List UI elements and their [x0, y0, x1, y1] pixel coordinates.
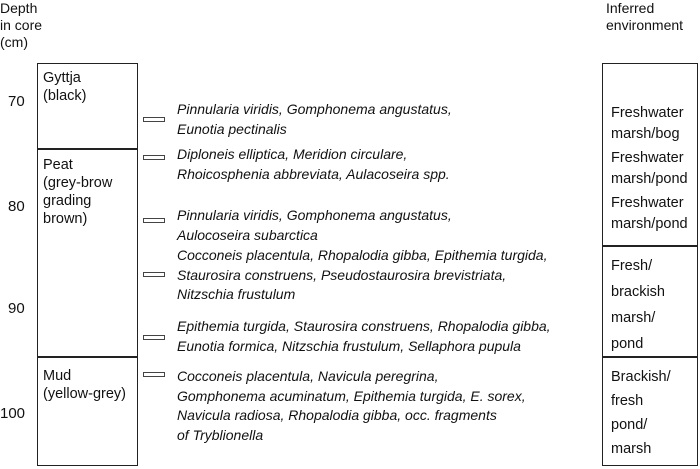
depth-title-line: (cm)	[0, 34, 28, 50]
unit-peat	[43, 156, 112, 228]
env-line: marsh	[611, 441, 652, 457]
sample-marker	[143, 117, 165, 122]
species-line: Diploneis elliptica, Meridion circulare,	[177, 146, 408, 162]
species-line: Gomphonema acuminatum, Epithemia turgida, E. sorex,	[177, 387, 526, 404]
environment-label	[611, 103, 684, 145]
species-line: Cocconeis placentula, Rhopalodia gibba, Epithemia turgida,	[177, 247, 548, 263]
env-line: Brackish/	[611, 369, 671, 385]
sample-marker	[143, 155, 165, 160]
species-list	[177, 100, 452, 139]
species-line: Navicula radiosa, Rhopalodia gibba, occ. fragments	[177, 407, 497, 423]
environment-boundary	[602, 245, 698, 247]
species-line: of Tryblionella	[177, 426, 264, 443]
unit-line: Mud	[43, 368, 72, 384]
env-line: pond	[611, 336, 644, 352]
env-line: marsh/	[611, 310, 656, 326]
species-line: Epithemia turgida, Staurosira construens, Rhopalodia gibba,	[177, 318, 551, 334]
unit-line: (black)	[43, 88, 87, 104]
sample-marker	[143, 335, 165, 340]
depth-axis-title	[0, 0, 42, 51]
unit-boundary-peat-mud	[37, 356, 138, 358]
env-line: Freshwater	[611, 150, 684, 166]
env-line: fresh	[611, 393, 644, 409]
env-line: marsh/pond	[611, 171, 688, 187]
unit-line: Peat	[43, 157, 73, 173]
depth-title-line: Depth	[0, 0, 38, 16]
unit-line: (yellow-grey)	[43, 386, 126, 402]
unit-mud	[43, 367, 126, 403]
species-line: Rhoicosphenia abbreviata, Aulacoseira spp.	[177, 165, 450, 182]
env-line: marsh/bog	[611, 126, 680, 142]
depth-tick-100: 100	[0, 405, 26, 422]
env-line: Freshwater	[611, 195, 684, 211]
sample-marker	[143, 372, 165, 377]
unit-boundary-gyttja-peat	[37, 148, 138, 150]
species-line: Aulocoseira subarctica	[177, 226, 318, 243]
unit-line: (grey-brow	[43, 175, 113, 191]
environment-label	[611, 253, 665, 357]
depth-tick-80: 80	[8, 198, 25, 215]
species-list	[177, 246, 547, 305]
species-line: Staurosira construens, Pseudostaurosira brevistriata,	[177, 266, 507, 283]
env-title-line: environment	[606, 17, 684, 33]
environment-label	[611, 365, 671, 461]
unit-line: brown)	[43, 211, 88, 227]
species-line: Cocconeis placentula, Navicula peregrina,	[177, 368, 439, 384]
lithology-column	[37, 63, 138, 466]
species-list	[177, 145, 450, 184]
env-line: brackish	[611, 284, 665, 300]
unit-line: grading	[43, 193, 92, 209]
species-line: Pinnularia viridis, Gomphonema angustatus,	[177, 101, 452, 117]
environment-column-title	[606, 0, 683, 34]
environment-label	[611, 193, 688, 235]
environment-label	[611, 148, 688, 190]
unit-line: Gyttja	[43, 70, 81, 86]
depth-tick-70: 70	[8, 93, 25, 110]
species-line: Eunotia formica, Nitzschia frustulum, Sellaphora pupula	[177, 337, 521, 354]
species-line: Eunotia pectinalis	[177, 120, 287, 137]
depth-tick-90: 90	[8, 300, 25, 317]
env-line: marsh/pond	[611, 216, 688, 232]
unit-gyttja	[43, 69, 87, 105]
env-line: Fresh/	[611, 258, 653, 274]
species-list	[177, 367, 526, 445]
species-line: Nitzschia frustulum	[177, 286, 296, 302]
env-line: pond/	[611, 417, 648, 433]
depth-title-line: in core	[0, 17, 43, 33]
env-line: Freshwater	[611, 105, 684, 121]
sample-marker	[143, 218, 165, 223]
sample-marker	[143, 272, 165, 277]
env-title-line: Inferred	[606, 0, 655, 16]
species-list	[177, 206, 452, 245]
species-line: Pinnularia viridis, Gomphonema angustatus,	[177, 207, 452, 223]
species-list	[177, 317, 551, 356]
